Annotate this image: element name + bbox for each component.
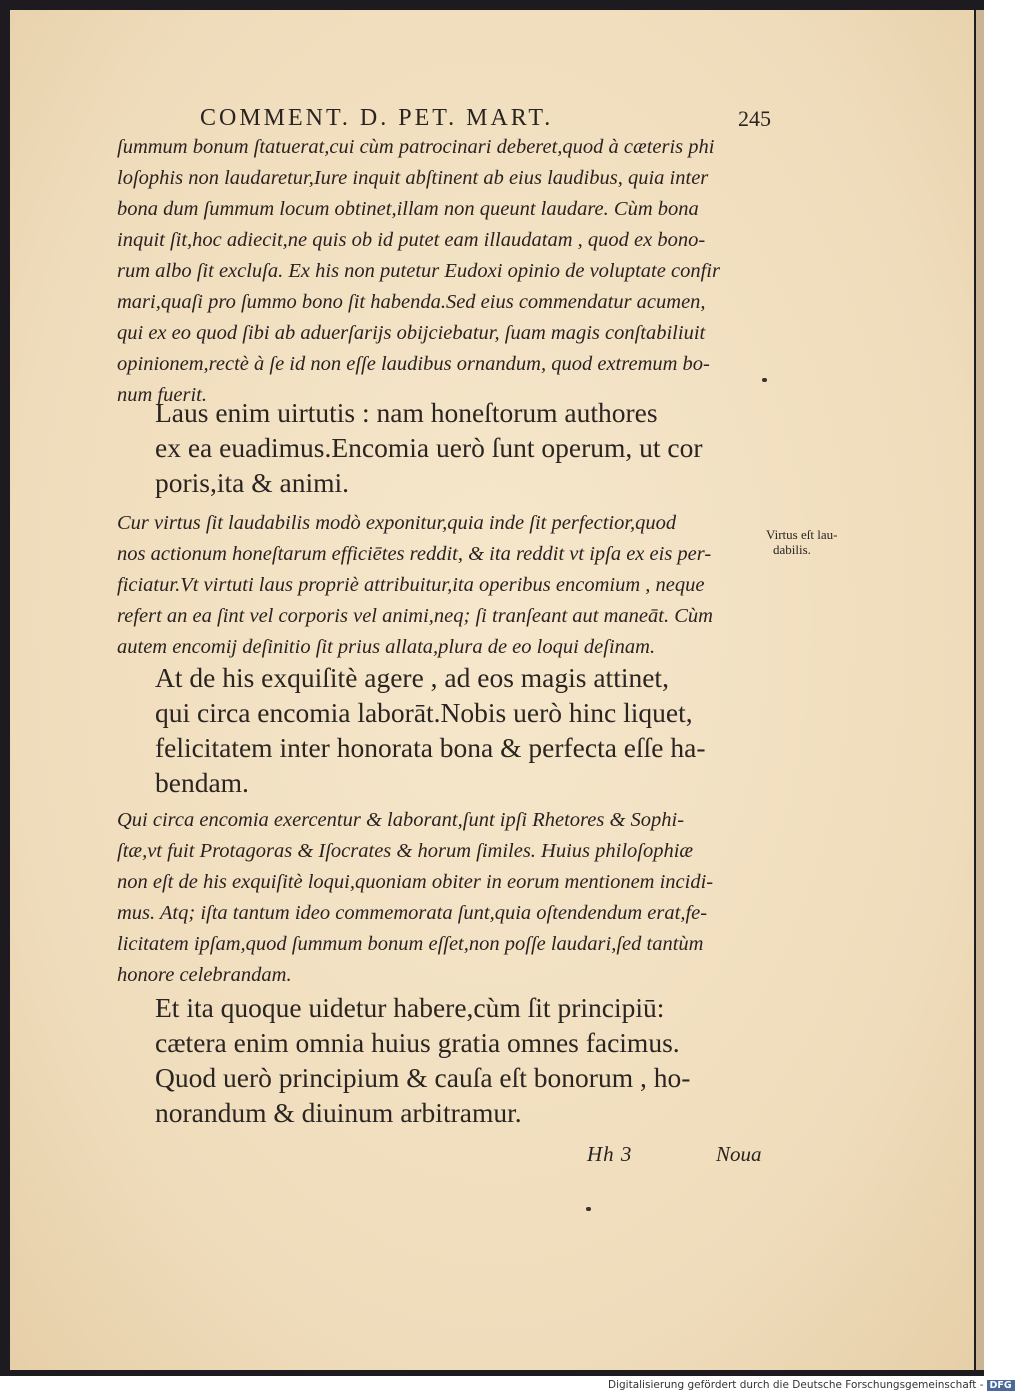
- commentary-line: non eſt de his exquiſitè loqui,quoniam obiter in eorum mentionem incidi-: [117, 871, 714, 893]
- text-line: At de his exquiſitè agere , ad eos magis attinet,: [155, 662, 669, 693]
- page-number: 245: [738, 106, 771, 131]
- credit-text: Digitalisierung gefördert durch die Deutsche Forschungsgemeinschaft -: [608, 1379, 984, 1391]
- margin-note: [766, 527, 876, 557]
- commentary-line: licitatem ipſam,quod ſummum bonum eſſet,non poſſe laudari,ſed tantùm: [117, 933, 704, 955]
- commentary-line: autem encomij deſinitio ſit prius allata,plura de eo loqui deſinam.: [117, 636, 656, 658]
- margin-note-line: dabilis.: [773, 542, 811, 557]
- catchword: Noua: [716, 1142, 762, 1166]
- commentary-line: opinionem,rectè à ſe id non eſſe laudibus ornandum, quod extremum bo-: [117, 353, 710, 375]
- text-line: cætera enim omnia huius gratia omnes facimus.: [155, 1027, 680, 1058]
- commentary-line: qui ex eo quod ſibi ab aduerſarijs obijciebatur, ſuam magis conſtabiliuit: [117, 322, 706, 344]
- text-line: poris,ita & animi.: [155, 467, 350, 498]
- page-edge: [976, 10, 984, 1370]
- commentary-line: Qui circa encomia exercentur & laborant,ſunt ipſi Rhetores & Sophi-: [117, 809, 685, 831]
- aristotle-text-block-2: [155, 660, 765, 800]
- running-head: COMMENT. D. PET. MART.: [200, 105, 554, 131]
- commentary-line: mus. Atq; iſta tantum ideo commemorata ſunt,quia oſtendendum erat,fe-: [117, 902, 708, 924]
- commentary-line: nos actionum honeſtarum efficiētes reddit, & ita reddit vt ipſa ex eis per-: [117, 543, 712, 565]
- commentary-line: refert an ea ſint vel corporis vel animi,neq; ſi tranſeant aut maneāt. Cùm: [117, 605, 713, 627]
- text-line: bendam.: [155, 767, 249, 798]
- aristotle-text-block-3: [155, 990, 765, 1130]
- text-line: norandum & diuinum arbitramur.: [155, 1097, 522, 1128]
- commentary-line: rum albo ſit excluſa. Ex his non putetur Eudoxi opinio de voluptate confir: [117, 260, 720, 282]
- ink-speck: [762, 378, 767, 382]
- aristotle-text-block-1: [155, 395, 765, 500]
- commentary-line: inquit ſit,hoc adiecit,ne quis ob id putet eam illaudatam , quod ex bono-: [117, 229, 706, 251]
- digitization-credit: [608, 1379, 1015, 1391]
- commentary-line: Cur virtus ſit laudabilis modò exponitur,quia inde ſit perfectior,quod: [117, 512, 677, 534]
- text-line: Laus enim uirtutis : nam honeſtorum authores: [155, 397, 658, 428]
- text-line: Et ita quoque uidetur habere,cùm ſit principiū:: [155, 992, 665, 1023]
- commentary-line: honore celebrandam.: [117, 964, 292, 986]
- commentary-block-2: [117, 508, 777, 663]
- signature-mark: Hh 3: [587, 1142, 633, 1166]
- commentary-line: num fuerit.: [117, 384, 207, 406]
- text-line: ex ea euadimus.Encomia uerò ſunt operum, ut cor: [155, 432, 703, 463]
- commentary-line: loſophis non laudaretur,Iure inquit abſtinent ab eius laudibus, quia inter: [117, 167, 709, 189]
- margin-note-line: Virtus eſt lau-: [766, 527, 838, 542]
- commentary-line: ſummum bonum ſtatuerat,cui cùm patrocinari deberet,quod à cæteris phi: [117, 136, 715, 158]
- commentary-line: bona dum ſummum locum obtinet,illam non queunt laudare. Cùm bona: [117, 198, 699, 220]
- text-line: felicitatem inter honorata bona & perfecta eſſe ha-: [155, 732, 706, 763]
- commentary-block-1: [117, 132, 777, 411]
- commentary-line: ſtæ,vt fuit Protagoras & Iſocrates & horum ſimiles. Huius philoſophiæ: [117, 840, 694, 862]
- dfg-logo: DFG: [987, 1380, 1015, 1391]
- text-line: qui circa encomia laborāt.Nobis uerò hinc liquet,: [155, 697, 693, 728]
- ink-speck: [586, 1207, 591, 1211]
- commentary-line: ficiatur.Vt virtuti laus propriè attribuitur,ita operibus encomium , neque: [117, 574, 705, 596]
- commentary-line: mari,quaſi pro ſummo bono ſit habenda.Sed eius commendatur acumen,: [117, 291, 706, 313]
- text-line: Quod uerò principium & cauſa eſt bonorum , ho-: [155, 1062, 691, 1093]
- commentary-block-3: [117, 805, 777, 991]
